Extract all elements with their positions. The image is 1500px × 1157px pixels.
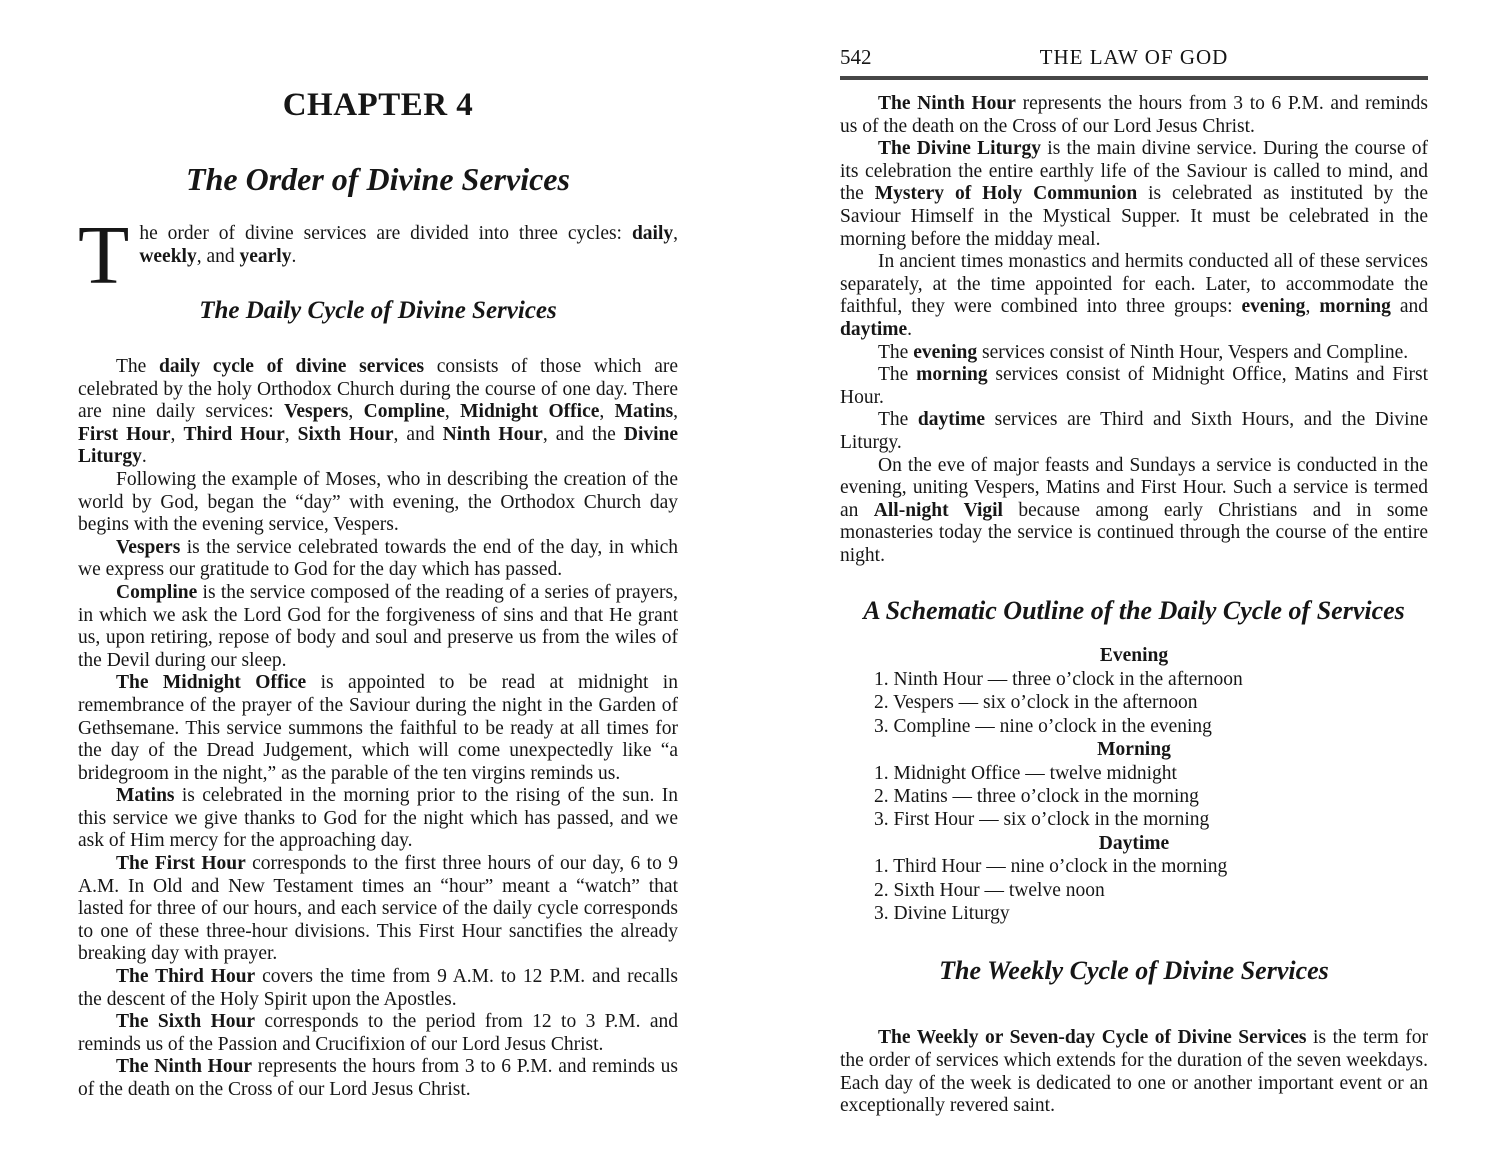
paragraph: The evening services consist of Ninth Hour, Vespers and Compline. — [878, 341, 1409, 363]
paragraph: The daily cycle of divine services consists of those which are celebrated by the holy Orthodox Church during the course of one day. There are nine daily services: Vespers, Compline, Midnight Office, Matins, First Hour, Third Hour, Sixth Hour, and Ninth Hour, and the Divine Liturgy. — [78, 356, 679, 468]
chapter-title: The Order of Divine Services — [186, 161, 570, 197]
left-page — [78, 86, 678, 1102]
paragraph: The Third Hour covers the time from 9 A.M. to 12 P.M. and recalls the descent of the Holy Spirit upon the Apostles. — [78, 966, 678, 1010]
schedule-item: 3. Divine Liturgy — [874, 902, 1010, 924]
paragraph: The Ninth Hour represents the hours from 3 to 6 P.M. and reminds us of the death on the Cross of our Lord Jesus Christ. — [840, 93, 1428, 137]
running-title: THE LAW OF GOD — [1039, 45, 1229, 69]
intro-text: he order of divine services are divided into three cycles: daily, weekly, and yearly. — [139, 223, 678, 267]
chapter-heading: CHAPTER 4 — [282, 87, 474, 123]
paragraph: On the eve of major feasts and Sundays a service is conducted in the evening, uniting Vespers, Matins and First Hour. Such a service is termed an All-night Vigil because among early Christians and in some monasteries today the service is continued through the course of the entire night. — [840, 454, 1429, 566]
daily-cycle-schedule — [840, 644, 1428, 925]
left-page-body — [78, 356, 678, 1102]
paragraph: The First Hour corresponds to the first three hours of our day, 6 to 9 A.M. In Old and New Testament times an “hour” meant a “watch” that lasted for three of our hours, and each service of the daily cycle corresponds to one of these three-hour divisions. This First Hour sanctifies the already breaking day with prayer. — [78, 853, 678, 965]
schedule-group-items — [840, 668, 1428, 738]
right-page — [840, 44, 1428, 1118]
schedule-item: 3. First Hour — six o’clock in the morning — [874, 809, 1210, 831]
paragraph: The Divine Liturgy is the main divine service. During the course of its celebration the entire earthly life of the Saviour is called to mind, and the Mystery of Holy Communion is celebrated as instituted by the Saviour Himself in the Mystical Supper. It must be celebrated in the morning before the midday meal. — [840, 138, 1428, 250]
schedule-group — [840, 644, 1428, 738]
drop-cap: T — [78, 209, 130, 302]
schedule-group — [840, 832, 1428, 926]
right-page-body — [840, 93, 1428, 567]
schedule-item: 1. Ninth Hour — three o’clock in the afternoon — [874, 668, 1243, 690]
schedule-item: 3. Compline — nine o’clock in the evening — [874, 715, 1212, 737]
schedule-group-label: Daytime — [1098, 832, 1170, 854]
paragraph: Compline is the service composed of the reading of a series of prayers, in which we ask the Lord God for the forgiveness of sins and that He grant us, upon retiring, repose of body and soul and preserve us from the wiles of the Devil during our sleep. — [78, 581, 678, 671]
paragraph: In ancient times monastics and hermits conducted all of these services separately, at the time appointed for each. Later, to accommodate the faithful, they were combined into three groups: evening, morning and daytime. — [840, 251, 1429, 340]
page-header — [840, 44, 1428, 80]
paragraph: The Weekly or Seven-day Cycle of Divine Services is the term for the order of services which extends for the duration of the seven weekdays. Each day of the week is dedicated to one or another important event or an exceptionally revered saint. — [840, 1027, 1428, 1117]
paragraph: Vespers is the service celebrated towards the end of the day, in which we express our gratitude to God for the day which has passed. — [78, 536, 678, 581]
section-heading-schematic: A Schematic Outline of the Daily Cycle of Services — [863, 596, 1405, 626]
paragraph: The daytime services are Third and Sixth Hours, and the Divine Liturgy. — [840, 409, 1428, 453]
paragraph: The Ninth Hour represents the hours from 3 to 6 P.M. and reminds us of the death on the Cross of our Lord Jesus Christ. — [78, 1056, 678, 1100]
schedule-group-label: Morning — [1097, 739, 1171, 761]
schedule-item: 1. Midnight Office — twelve midnight — [874, 762, 1177, 784]
paragraph: Matins is celebrated in the morning prior to the rising of the sun. In this service we give thanks to God for the night which has passed, and we ask of Him mercy for the approaching day. — [78, 785, 678, 852]
schedule-group — [840, 738, 1428, 832]
schedule-item: 2. Vespers — six o’clock in the afternoon — [874, 692, 1198, 714]
intro-paragraph — [78, 209, 678, 302]
schedule-item: 2. Sixth Hour — twelve noon — [874, 879, 1105, 901]
weekly-paragraph-block — [840, 1027, 1428, 1117]
schedule-item: 1. Third Hour — nine o’clock in the morning — [874, 856, 1228, 878]
paragraph: The Sixth Hour corresponds to the period from 12 to 3 P.M. and reminds us of the Passion and Crucifixion of our Lord Jesus Christ. — [78, 1011, 678, 1055]
schedule-group-label: Evening — [1099, 645, 1169, 667]
paragraph: The morning services consist of Midnight Office, Matins and First Hour. — [840, 364, 1428, 408]
section-heading-daily-cycle: The Daily Cycle of Divine Services — [199, 297, 557, 324]
paragraph: The Midnight Office is appointed to be read at midnight in remembrance of the prayer of the Saviour during the night in the Garden of Gethsemane. This service summons the faithful to be ready at all times for the day of the Dread Judgement, which will come unexpectedly like “a bridegroom in the night,” as the parable of the ten virgins reminds us. — [78, 672, 678, 784]
page-number: 542 — [840, 45, 872, 69]
schedule-group-items — [840, 855, 1428, 925]
schedule-group-items — [840, 762, 1428, 832]
schedule-item: 2. Matins — three o’clock in the morning — [874, 785, 1199, 807]
section-heading-weekly: The Weekly Cycle of Divine Services — [939, 956, 1329, 986]
paragraph: Following the example of Moses, who in describing the creation of the world by God, began the “day” with evening, the Orthodox Church day begins with the evening service, Vespers. — [78, 468, 678, 536]
